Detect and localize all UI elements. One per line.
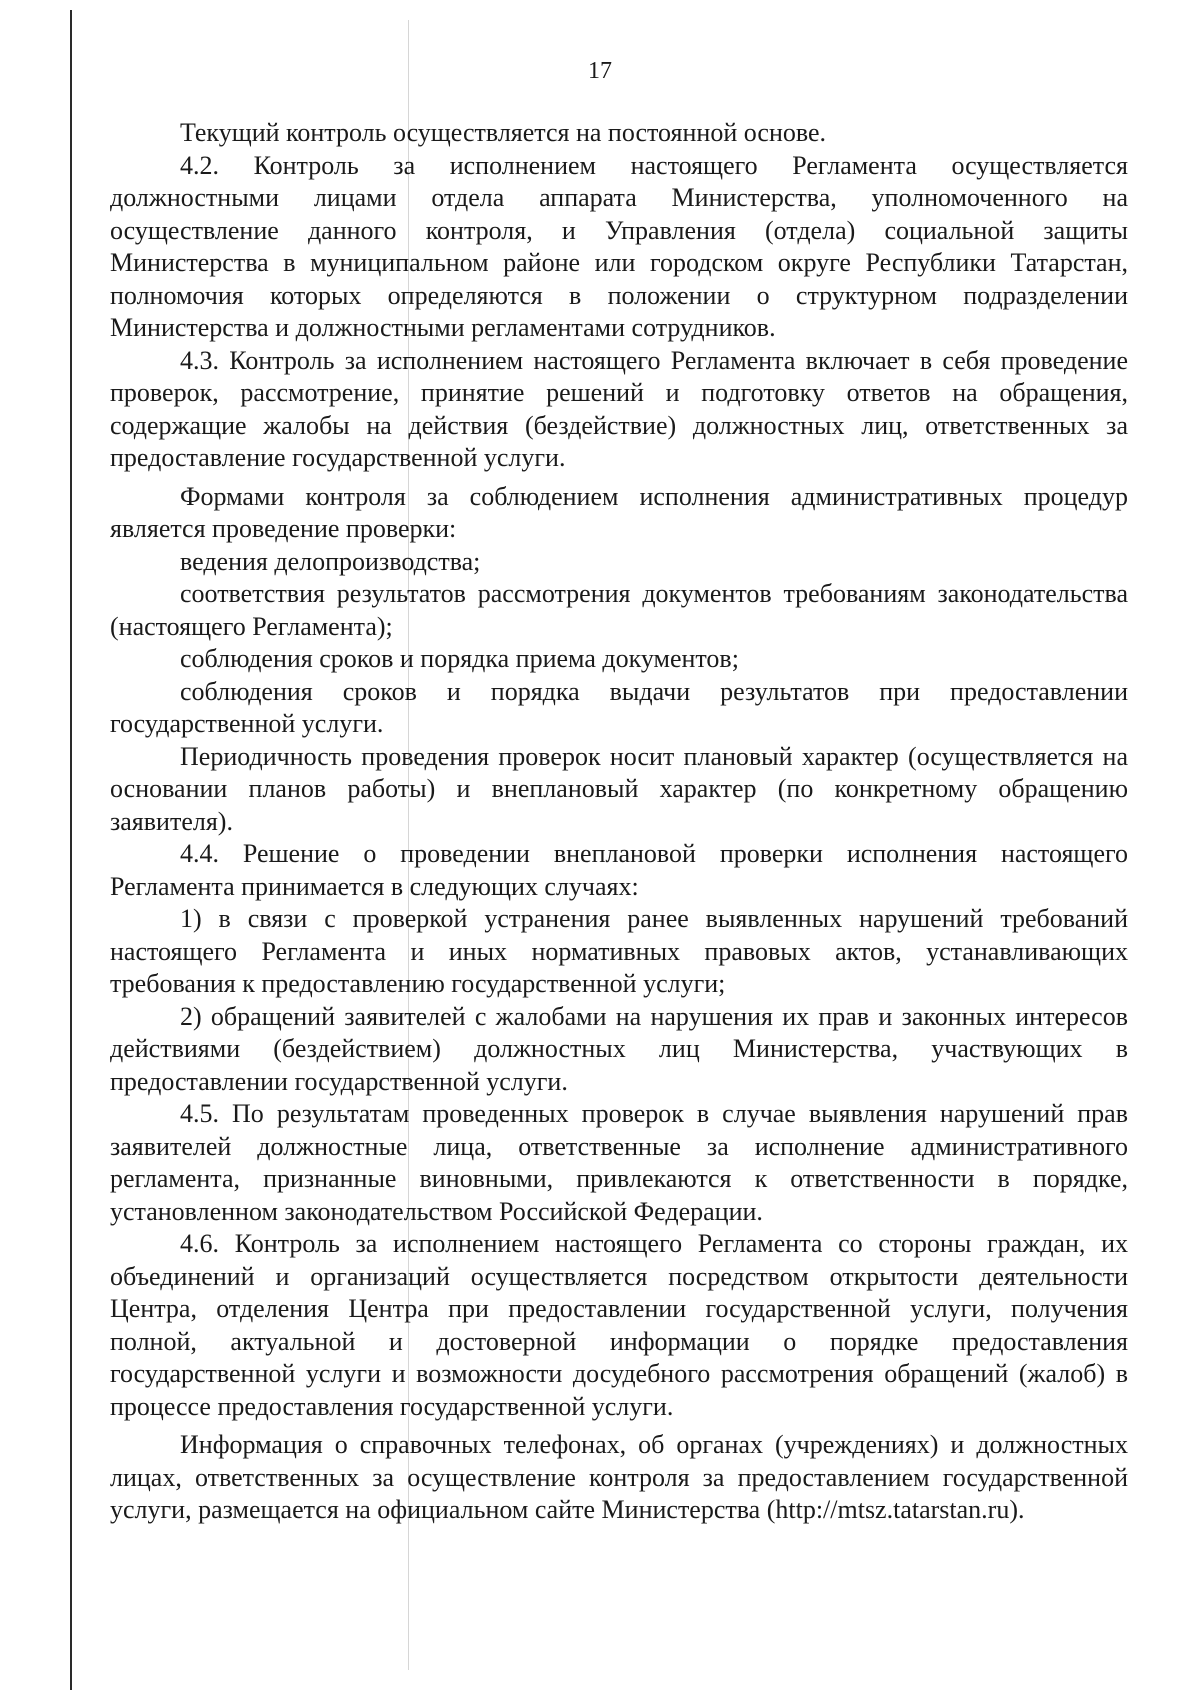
list-item-intake-deadlines: соблюдения сроков и порядка приема документов; — [180, 644, 739, 673]
paragraph-4-5: 4.5. По результатам проведенных проверок в случае выявления нарушений прав заявителей должностные лица, ответственные за исполнение административного регламента, признанные виновными, привлекаются к ответственности в порядке, установленном законодательством Российской Федерации. — [110, 1099, 1128, 1226]
paragraph-periodicity: Периодичность проведения проверок носит плановый характер (осуществляется на основании планов работы) и внеплановый характер (по конкретному обращению заявителя). — [110, 741, 1128, 836]
paragraph-4-3: 4.3. Контроль за исполнением настоящего Регламента включает в себя проведение проверок, рассмотрение, принятие решений и подготовку ответов на обращения, содержащие жалобы на действия (бездействие) должностных лиц, ответственных за предоставление государственной услуги. — [110, 345, 1128, 472]
list-item-issue-deadlines: соблюдения сроков и порядка выдачи результатов при предоставлении государственной услуги. — [110, 676, 1128, 738]
list-item-record-keeping: ведения делопроизводства; — [180, 546, 481, 576]
paragraph-4-6: 4.6. Контроль за исполнением настоящего Регламента со стороны граждан, их объединений и организаций осуществляется посредством открытости деятельности Центра, отделения Центра при предоставлении государственной услуги, получения полной, актуальной и достоверной информации о порядке предоставления государственной услуги и возможности досудебного рассмотрения обращений (жалоб) в процессе предоставления государственной услуги. — [110, 1229, 1128, 1421]
list-item-case-1: 1) в связи с проверкой устранения ранее выявленных нарушений требований настоящего Регламента и иных нормативных правовых актов, устанавливающих требования к предоставлению государственной услуги; — [110, 904, 1128, 998]
paragraph-4-4: 4.4. Решение о проведении внеплановой проверки исполнения настоящего Регламента принимается в следующих случаях: — [110, 839, 1128, 901]
page-number: 17 — [588, 58, 612, 84]
list-item-compliance: соответствия результатов рассмотрения документов требованиям законодательства (настоящего Регламента); — [110, 579, 1128, 641]
list-item-case-2: 2) обращений заявителей с жалобами на нарушения их прав и законных интересов действиями (бездействием) должностных лиц Министерства, участвующих в предоставлении государственной услуги. — [110, 1001, 1128, 1096]
document-body — [110, 117, 1128, 1527]
scan-left-border — [70, 10, 72, 1690]
paragraph-4-2: 4.2. Контроль за исполнением настоящего Регламента осуществляется должностными лицами отдела аппарата Министерства, уполномоченного на осуществление данного контроля, и Управления (отдела) социальной защиты Министерства в муниципальном районе или городском округе Республики Татарстан, полномочия которых определяются в положении о структурном подразделении Министерства и должностными регламентами сотрудников. — [110, 150, 1128, 342]
paragraph-control-forms: Формами контроля за соблюдением исполнения административных процедур является проведение проверки: — [110, 481, 1128, 543]
paragraph-current-control: Текущий контроль осуществляется на постоянной основе. — [180, 118, 827, 147]
paragraph-contact-info: Информация о справочных телефонах, об органах (учреждениях) и должностных лицах, ответственных за осуществление контроля за предоставлением государственной услуги, размещается на официальном сайте Министерства (http://mtsz.tatarstan.ru). — [110, 1430, 1128, 1524]
